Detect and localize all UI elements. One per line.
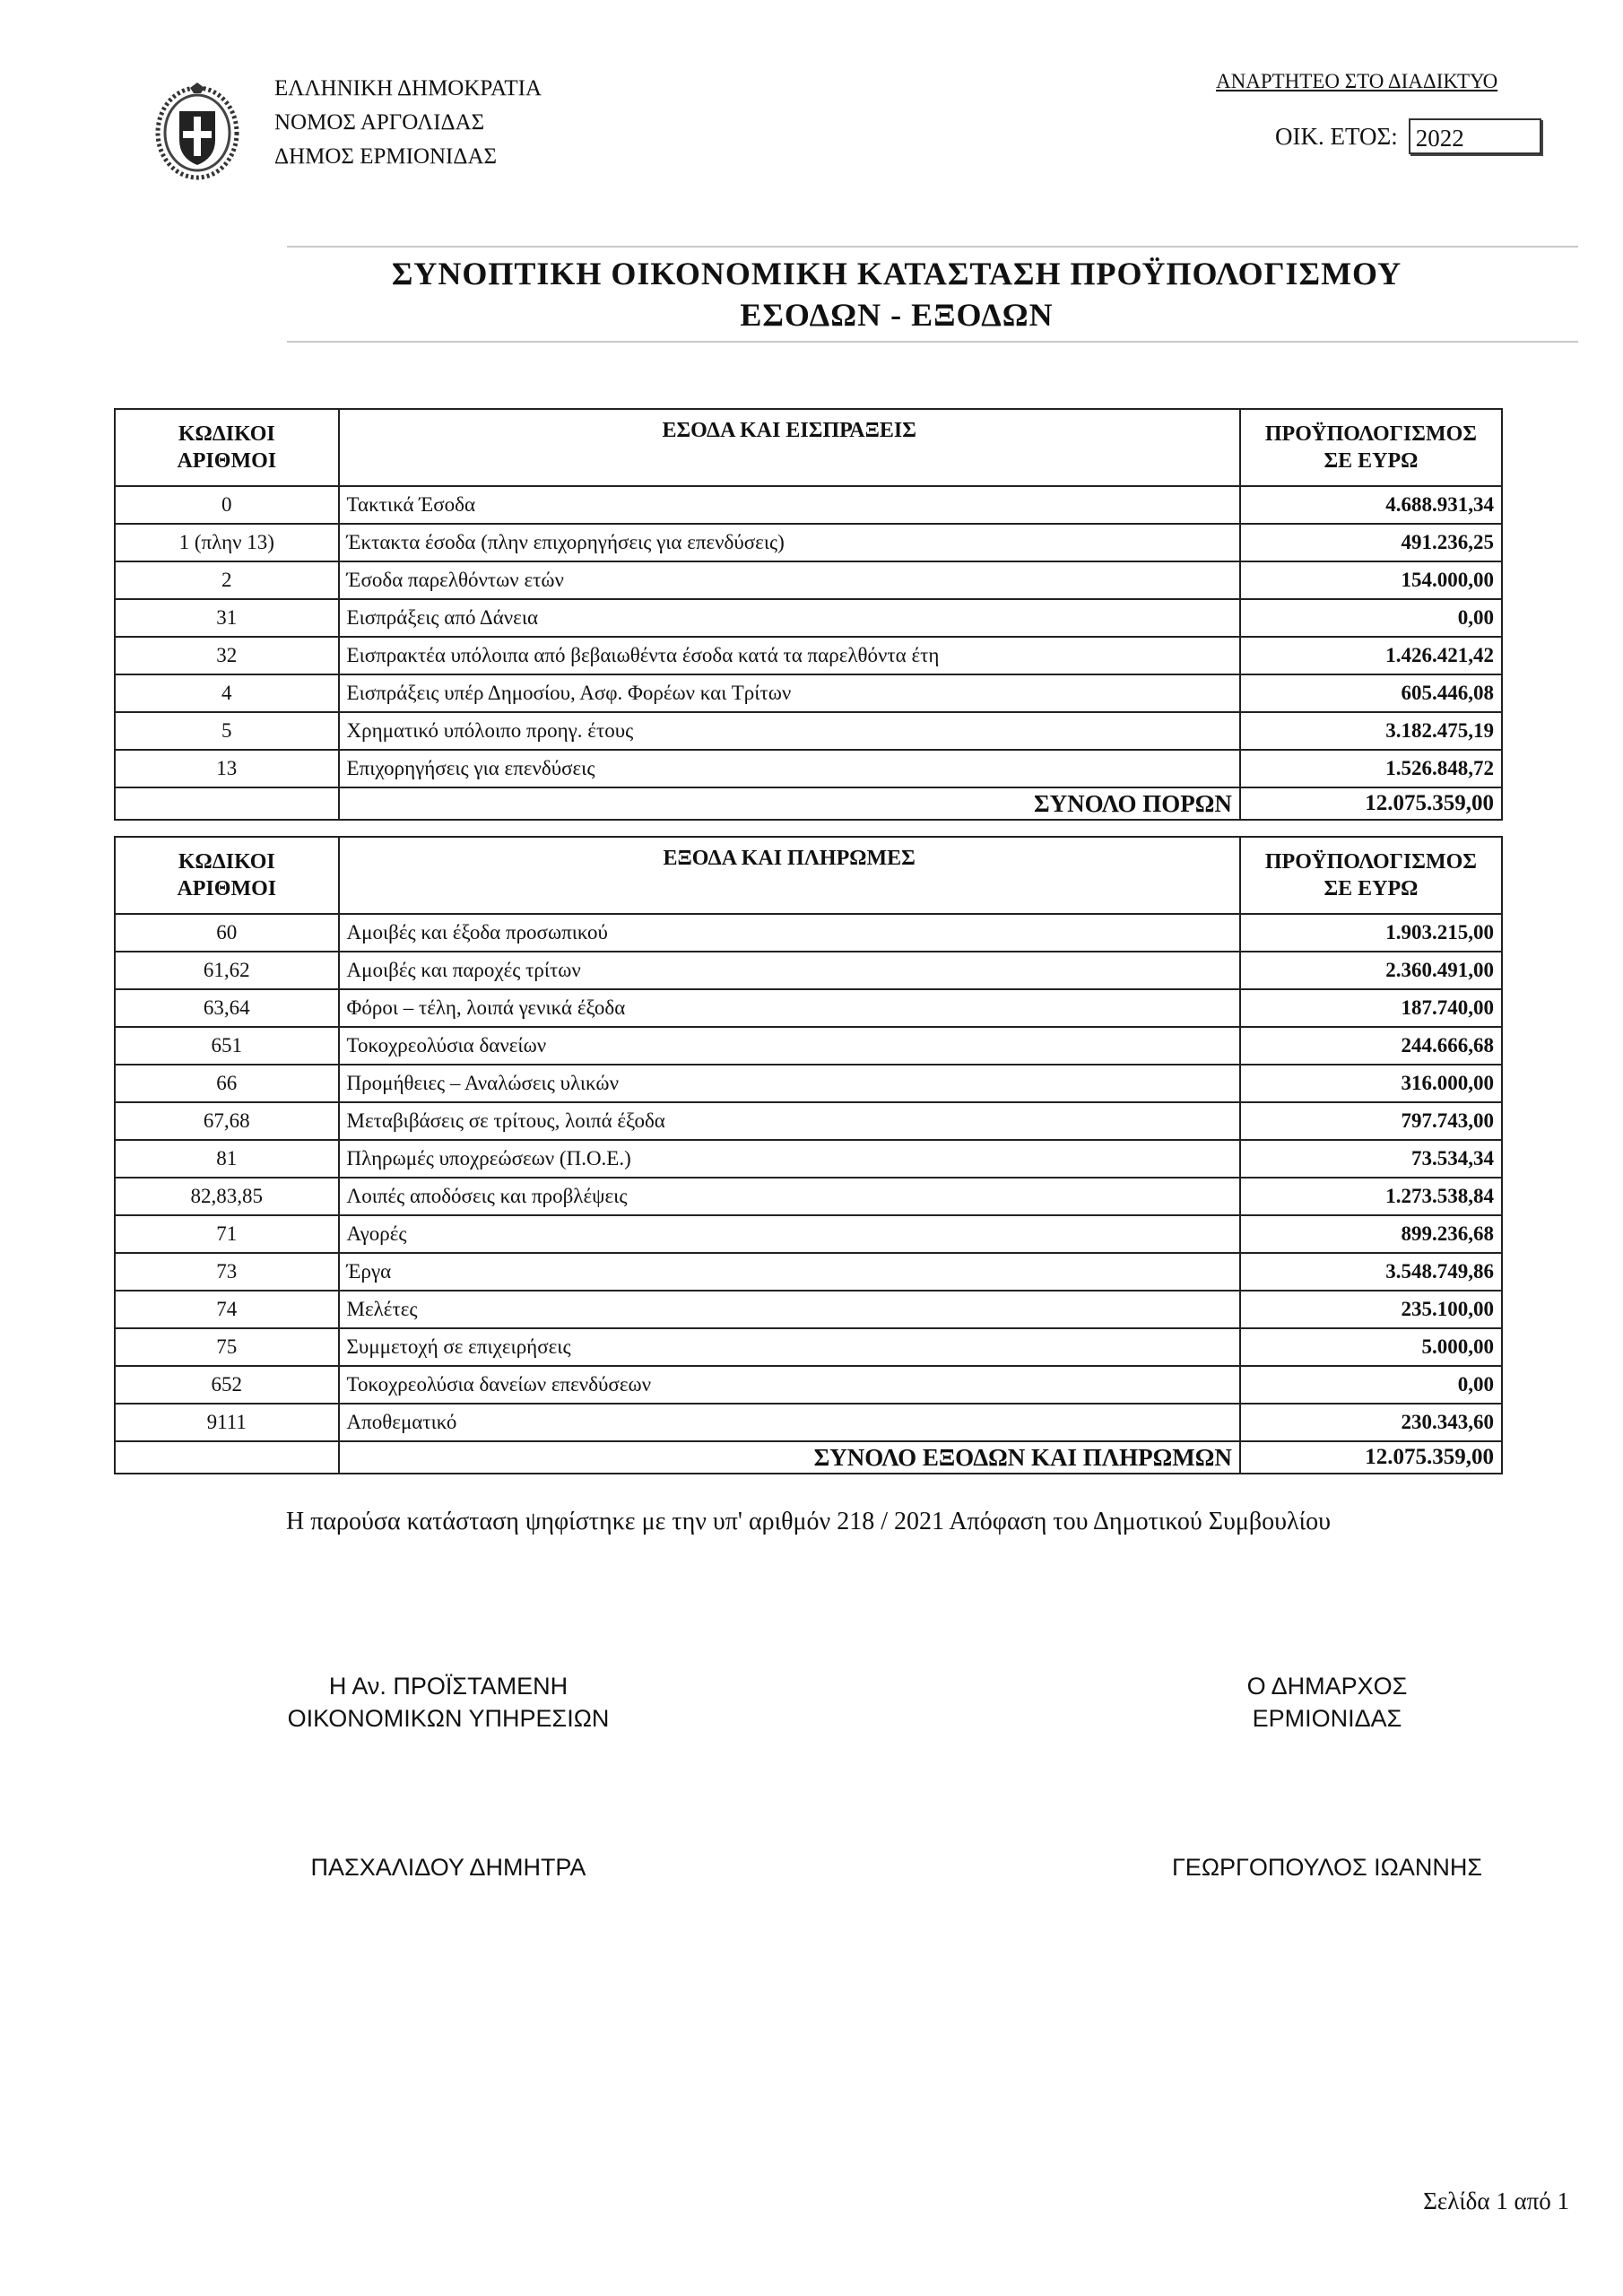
expenses-row-amount: 244.666,68 [1240, 1027, 1502, 1065]
issuer-block [274, 72, 542, 174]
revenue-row-desc: Εισπρακτέα υπόλοιπα από βεβαιωθέντα έσοδα κατά τα παρελθόντα έτη [339, 637, 1240, 674]
expenses-row-code: 82,83,85 [115, 1178, 339, 1215]
revenue-row-amount: 0,00 [1240, 599, 1502, 637]
revenue-row-code: 13 [115, 750, 339, 787]
expenses-table [114, 836, 1503, 1474]
expenses-row-desc: Συμμετοχή σε επιχειρήσεις [339, 1328, 1240, 1366]
expenses-row-amount: 73.534,34 [1240, 1140, 1502, 1178]
revenue-row-desc: Έσοδα παρελθόντων ετών [339, 561, 1240, 599]
revenue-row-amount: 154.000,00 [1240, 561, 1502, 599]
coat-of-arms-icon [154, 81, 240, 181]
right-role-line-1: Ο ΔΗΜΑΡΧΟΣ [1246, 1673, 1408, 1700]
expenses-row [115, 1102, 1502, 1140]
expenses-row-desc: Λοιπές αποδόσεις και προβλέψεις [339, 1178, 1240, 1215]
revenue-row-code: 5 [115, 712, 339, 750]
revenue-row [115, 486, 1502, 524]
expenses-row-amount: 2.360.491,00 [1240, 952, 1502, 989]
right-signatory-name: ΓΕΩΡΓΟΠΟΥΛΟΣ ΙΩΑΝΝΗΣ [1171, 1854, 1483, 1881]
expenses-total-label: ΣΥΝΟΛΟ ΕΞΟΔΩΝ ΚΑΙ ΠΛΗΡΩΜΩΝ [339, 1441, 1240, 1474]
fiscal-year-value: 2022 [1409, 118, 1541, 154]
expenses-row-amount: 230.343,60 [1240, 1404, 1502, 1441]
municipality-name: ΔΗΜΟΣ ΕΡΜΙΟΝΙΔΑΣ [274, 144, 498, 169]
expenses-row-code: 63,64 [115, 989, 339, 1027]
revenue-row [115, 712, 1502, 750]
expenses-row-amount: 316.000,00 [1240, 1065, 1502, 1102]
revenue-row [115, 674, 1502, 712]
expenses-header-row [115, 837, 1502, 914]
expenses-row-desc: Αμοιβές και παροχές τρίτων [339, 952, 1240, 989]
revenue-row-code: 1 (πλην 13) [115, 524, 339, 561]
prefecture-name: ΝΟΜΟΣ ΑΡΓΟΛΙΔΑΣ [274, 110, 485, 135]
expenses-row-code: 651 [115, 1027, 339, 1065]
revenue-row-desc: Χρηματικό υπόλοιπο προηγ. έτους [339, 712, 1240, 750]
expenses-col-amount: ΠΡΟΫΠΟΛΟΓΙΣΜΟΣ ΣΕ ΕΥΡΩ [1240, 837, 1502, 914]
revenue-row-amount: 1.526.848,72 [1240, 750, 1502, 787]
expenses-row [115, 1027, 1502, 1065]
expenses-row-amount: 187.740,00 [1240, 989, 1502, 1027]
left-role-line-2: ΟΙΚΟΝΟΜΙΚΩΝ ΥΠΗΡΕΣΙΩΝ [287, 1705, 610, 1732]
revenue-row-desc: Εισπράξεις υπέρ Δημοσίου, Ασφ. Φορέων και Τρίτων [339, 674, 1240, 712]
expenses-row-code: 74 [115, 1291, 339, 1328]
title-line-1: ΣΥΝΟΠΤΙΚΗ ΟΙΚΟΝΟΜΙΚΗ ΚΑΤΑΣΤΑΣΗ ΠΡΟΫΠΟΛΟΓΙΣΜΟΥ [391, 256, 1402, 291]
expenses-row-code: 81 [115, 1140, 339, 1178]
revenue-row [115, 637, 1502, 674]
revenue-row-desc: Έκτακτα έσοδα (πλην επιχορηγήσεις για επενδύσεις) [339, 524, 1240, 561]
title-rule-bottom [287, 341, 1578, 343]
expenses-row [115, 952, 1502, 989]
expenses-row [115, 1253, 1502, 1291]
revenue-row-code: 31 [115, 599, 339, 637]
revenue-table [114, 408, 1503, 821]
revenue-row-amount: 491.236,25 [1240, 524, 1502, 561]
decision-note: Η παρούσα κατάσταση ψηφίστηκε με την υπ' αριθμόν 218 / 2021 Απόφαση του Δημοτικού Συμβουλίου [286, 1508, 1331, 1535]
expenses-row [115, 1178, 1502, 1215]
left-signatory-role [233, 1670, 664, 1735]
title-rule-top [287, 246, 1578, 248]
page-number: Σελίδα 1 από 1 [1423, 2187, 1569, 2214]
fiscal-year-row [1275, 118, 1541, 154]
expenses-row-desc: Προμήθειες – Αναλώσεις υλικών [339, 1065, 1240, 1102]
expenses-row-amount: 899.236,68 [1240, 1215, 1502, 1253]
title-line-2: ΕΣΟΔΩΝ - ΕΞΟΔΩΝ [740, 297, 1054, 333]
expenses-row-amount: 235.100,00 [1240, 1291, 1502, 1328]
expenses-row-amount: 1.273.538,84 [1240, 1178, 1502, 1215]
revenue-row [115, 599, 1502, 637]
expenses-row-code: 67,68 [115, 1102, 339, 1140]
expenses-row-amount: 5.000,00 [1240, 1328, 1502, 1366]
revenue-total-row [115, 787, 1502, 820]
expenses-row-desc: Τοκοχρεολύσια δανείων επενδύσεων [339, 1366, 1240, 1404]
revenue-row-amount: 4.688.931,34 [1240, 486, 1502, 524]
left-signatory-name: ΠΑΣΧΑΛΙΔΟΥ ΔΗΜΗΤΡΑ [310, 1854, 586, 1881]
expenses-row-desc: Μελέτες [339, 1291, 1240, 1328]
expenses-row [115, 1215, 1502, 1253]
expenses-total-amount: 12.075.359,00 [1240, 1441, 1502, 1474]
expenses-row-code: 73 [115, 1253, 339, 1291]
expenses-total-blank [115, 1441, 339, 1474]
expenses-col-desc: ΕΞΟΔΑ ΚΑΙ ΠΛΗΡΩΜΕΣ [339, 837, 1240, 914]
revenue-row-code: 2 [115, 561, 339, 599]
revenue-header-row [115, 409, 1502, 486]
revenue-col-code: ΚΩΔΙΚΟΙ ΑΡΙΘΜΟΙ [115, 409, 339, 486]
expenses-row-amount: 0,00 [1240, 1366, 1502, 1404]
revenue-total-label: ΣΥΝΟΛΟ ΠΟΡΩΝ [339, 787, 1240, 820]
right-role-line-2: ΕΡΜΙΟΝΙΔΑΣ [1252, 1705, 1402, 1732]
expenses-row-code: 75 [115, 1328, 339, 1366]
expenses-row [115, 1065, 1502, 1102]
right-signatory-role [1112, 1670, 1542, 1735]
expenses-row-code: 60 [115, 914, 339, 952]
revenue-row [115, 750, 1502, 787]
expenses-row [115, 1404, 1502, 1441]
expenses-row-code: 652 [115, 1366, 339, 1404]
expenses-col-code: ΚΩΔΙΚΟΙ ΑΡΙΘΜΟΙ [115, 837, 339, 914]
expenses-row-desc: Αγορές [339, 1215, 1240, 1253]
expenses-row-desc: Τοκοχρεολύσια δανείων [339, 1027, 1240, 1065]
expenses-row-amount: 1.903.215,00 [1240, 914, 1502, 952]
expenses-row-code: 71 [115, 1215, 339, 1253]
revenue-row [115, 561, 1502, 599]
revenue-row-desc: Εισπράξεις από Δάνεια [339, 599, 1240, 637]
revenue-row-code: 4 [115, 674, 339, 712]
revenue-col-desc: ΕΣΟΔΑ ΚΑΙ ΕΙΣΠΡΑΞΕΙΣ [339, 409, 1240, 486]
publish-note: ΑΝΑΡΤΗΤΕΟ ΣΤΟ ΔΙΑΔΙΚΤΥΟ [1216, 70, 1498, 92]
expenses-row-code: 9111 [115, 1404, 339, 1441]
revenue-row-desc: Επιχορηγήσεις για επενδύσεις [339, 750, 1240, 787]
expenses-row-desc: Αμοιβές και έξοδα προσωπικού [339, 914, 1240, 952]
expenses-row [115, 1366, 1502, 1404]
revenue-total-blank [115, 787, 339, 820]
expenses-row-amount: 797.743,00 [1240, 1102, 1502, 1140]
expenses-row-code: 61,62 [115, 952, 339, 989]
revenue-total-amount: 12.075.359,00 [1240, 787, 1502, 820]
revenue-row [115, 524, 1502, 561]
expenses-row-desc: Φόροι – τέλη, λοιπά γενικά έξοδα [339, 989, 1240, 1027]
page-title [224, 253, 1569, 335]
expenses-row [115, 1328, 1502, 1366]
revenue-row-code: 32 [115, 637, 339, 674]
revenue-row-amount: 605.446,08 [1240, 674, 1502, 712]
expenses-row-code: 66 [115, 1065, 339, 1102]
expenses-total-row [115, 1441, 1502, 1474]
expenses-row-desc: Αποθεματικό [339, 1404, 1240, 1441]
expenses-row-desc: Πληρωμές υποχρεώσεων (Π.Ο.Ε.) [339, 1140, 1240, 1178]
expenses-row [115, 1291, 1502, 1328]
revenue-row-amount: 3.182.475,19 [1240, 712, 1502, 750]
revenue-row-code: 0 [115, 486, 339, 524]
revenue-row-desc: Τακτικά Έσοδα [339, 486, 1240, 524]
expenses-row [115, 989, 1502, 1027]
revenue-col-amount: ΠΡΟΫΠΟΛΟΓΙΣΜΟΣ ΣΕ ΕΥΡΩ [1240, 409, 1502, 486]
expenses-row-amount: 3.548.749,86 [1240, 1253, 1502, 1291]
expenses-row [115, 1140, 1502, 1178]
revenue-row-amount: 1.426.421,42 [1240, 637, 1502, 674]
expenses-row [115, 914, 1502, 952]
expenses-row-desc: Μεταβιβάσεις σε τρίτους, λοιπά έξοδα [339, 1102, 1240, 1140]
expenses-row-desc: Έργα [339, 1253, 1240, 1291]
left-role-line-1: Η Αν. ΠΡΟΪΣΤΑΜΕΝΗ [328, 1673, 568, 1700]
fiscal-year-label: ΟΙΚ. ΕΤΟΣ: [1275, 122, 1398, 150]
republic-name: ΕΛΛΗΝΙΚΗ ΔΗΜΟΚΡΑΤΙΑ [274, 76, 542, 100]
